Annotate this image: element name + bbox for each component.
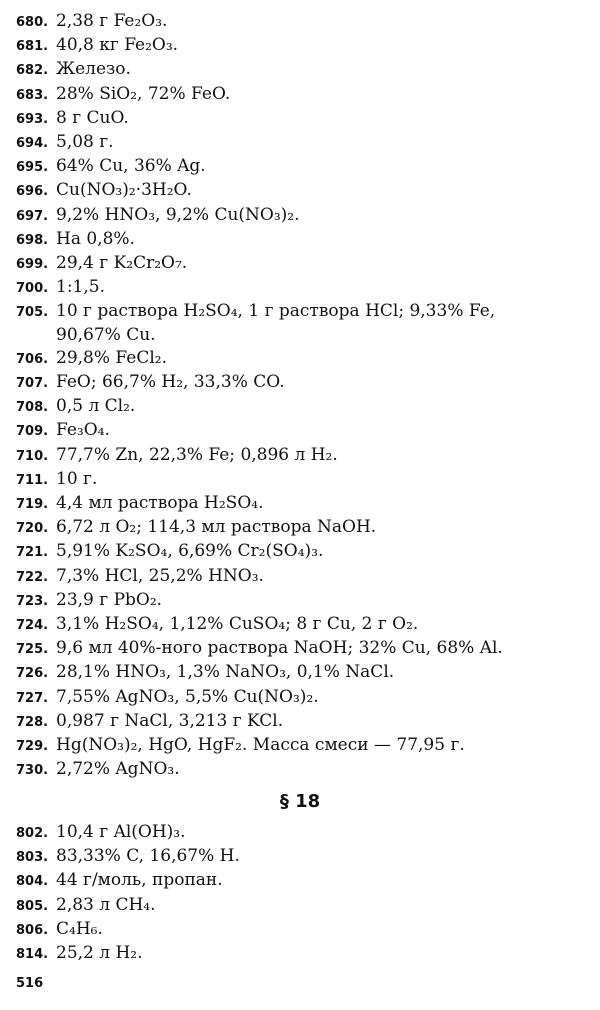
answer-number: 804. — [16, 874, 49, 890]
answer-entry — [16, 10, 586, 34]
answer-number: 802. — [16, 826, 49, 841]
answer-entry — [16, 492, 586, 516]
answer-number: 803. — [16, 850, 49, 866]
answer-text: Железо. — [56, 59, 131, 80]
answer-number: 725. — [16, 642, 49, 658]
answer-text: 3,1% H₂SO₄, 1,12% CuSO₄; 8 г Cu, 2 г O₂. — [56, 614, 419, 635]
answer-number: 711. — [16, 472, 49, 488]
answer-entry — [16, 565, 586, 589]
answer-text: 7,55% AgNO₃, 5,5% Cu(NO₃)₂. — [56, 686, 319, 707]
answer-text: 2,72% AgNO₃. — [56, 759, 180, 780]
answer-entry — [16, 942, 586, 966]
answer-entry — [16, 516, 586, 540]
answer-number: 728. — [16, 714, 49, 730]
answer-text: Fe₃O₄. — [56, 420, 110, 441]
answer-text: Hg(NO₃)₂, HgO, HgF₂. Масса смеси — 77,95 г. — [56, 735, 465, 756]
answer-text: 28% SiO₂, 72% FeO. — [56, 83, 231, 104]
answer-entry — [16, 228, 586, 252]
answer-text: 9,6 мл 40%-ного раствора NaOH; 32% Cu, 68% Al. — [56, 638, 503, 659]
answer-text: 8 г CuO. — [56, 107, 129, 128]
answer-entry — [16, 83, 586, 107]
answer-text: C₄H₆. — [56, 918, 103, 939]
answer-text: На 0,8%. — [56, 228, 135, 249]
answer-entry — [16, 395, 586, 419]
answer-text: 9,2% HNO₃, 9,2% Cu(NO₃)₂. — [56, 204, 300, 225]
answer-entry — [16, 686, 586, 710]
answer-text: 5,08 г. — [56, 132, 114, 153]
answer-number: 705. — [16, 305, 49, 321]
answer-text: 0,5 л Cl₂. — [56, 396, 136, 417]
answer-entry — [16, 821, 586, 845]
answer-number: 727. — [16, 690, 49, 706]
answer-number: 681. — [16, 39, 49, 55]
answer-number: 709. — [16, 424, 49, 440]
answer-number: 694. — [16, 136, 49, 152]
answer-number: 726. — [16, 666, 49, 682]
answer-text: 2,83 л CH₄. — [56, 894, 156, 915]
answer-entry — [16, 918, 586, 942]
answer-number: 683. — [16, 87, 49, 103]
answer-number: 724. — [16, 618, 49, 634]
answer-number: 707. — [16, 376, 49, 392]
answer-entry — [16, 869, 586, 893]
answer-entry — [16, 734, 586, 758]
answer-entry — [16, 589, 586, 613]
answer-text: 64% Cu, 36% Ag. — [56, 156, 206, 177]
answer-number: 697. — [16, 208, 49, 224]
answer-text: Cu(NO₃)₂·3H₂O. — [56, 180, 192, 201]
answer-number: 700. — [16, 281, 49, 297]
answer-text: 10 г. — [56, 468, 98, 489]
answers-list-bottom — [16, 821, 586, 966]
answer-text: 83,33% C, 16,67% H. — [56, 846, 240, 867]
answer-text: 40,8 кг Fe₂O₃. — [56, 35, 179, 56]
answer-text: 10,4 г Al(OH)₃. — [56, 822, 186, 842]
answer-number: 680. — [16, 15, 49, 30]
answer-entry — [16, 613, 586, 637]
answer-entry — [16, 204, 586, 228]
answer-number: 719. — [16, 497, 49, 513]
answer-number: 721. — [16, 545, 49, 561]
answer-entry — [16, 540, 586, 564]
answer-entry — [16, 845, 586, 869]
answer-entry — [16, 58, 586, 82]
page-number: 516 — [16, 976, 44, 991]
answer-text: 2,38 г Fe₂O₃. — [56, 11, 168, 31]
answer-text: 29,4 г K₂Cr₂O₇. — [56, 253, 188, 274]
answer-number: 729. — [16, 739, 49, 755]
answer-text: FeO; 66,7% H₂, 33,3% CO. — [56, 372, 285, 393]
answer-entry — [16, 758, 586, 782]
answer-number: 805. — [16, 898, 49, 914]
answer-text: 77,7% Zn, 22,3% Fe; 0,896 л H₂. — [56, 444, 338, 465]
answer-text: 28,1% HNO₃, 1,3% NaNO₃, 0,1% NaCl. — [56, 662, 395, 683]
answer-entry — [16, 155, 586, 179]
answer-entry — [16, 371, 586, 395]
answer-entry — [16, 637, 586, 661]
answer-text: 29,8% FeCl₂. — [56, 347, 167, 368]
answer-entry — [16, 347, 586, 371]
answer-number: 723. — [16, 593, 49, 609]
answer-number: 695. — [16, 160, 49, 176]
answer-number: 730. — [16, 763, 49, 779]
section-heading: § 18 — [279, 791, 321, 812]
answer-text: 0,987 г NaCl, 3,213 г KCl. — [56, 710, 284, 731]
answer-entry — [16, 661, 586, 685]
answer-text: 1:1,5. — [56, 277, 105, 298]
answer-entry — [16, 419, 586, 443]
answer-number: 699. — [16, 257, 49, 273]
answer-entry — [16, 107, 586, 131]
answer-text: 44 г/моль, пропан. — [56, 870, 223, 891]
answer-number: 720. — [16, 521, 49, 537]
answer-text: 5,91% K₂SO₄, 6,69% Cr₂(SO₄)₃. — [56, 541, 324, 562]
answer-entry — [16, 179, 586, 203]
answer-number: 698. — [16, 232, 49, 248]
answer-number: 814. — [16, 947, 49, 963]
answer-entry — [16, 34, 586, 58]
answer-entry — [16, 131, 586, 155]
answer-entry — [16, 710, 586, 734]
answer-number: 806. — [16, 922, 49, 938]
answer-text: 4,4 мл раствора H₂SO₄. — [56, 493, 264, 514]
answer-text: 7,3% HCl, 25,2% HNO₃. — [56, 565, 264, 586]
answer-number: 693. — [16, 111, 49, 127]
answer-text: 10 г раствора H₂SO₄, 1 г раствора HCl; 9,33% Fe, 90,67% Cu. — [56, 301, 496, 345]
answer-entry — [16, 300, 586, 346]
answer-number: 722. — [16, 569, 49, 585]
answer-number: 710. — [16, 448, 49, 464]
answer-text: 6,72 л O₂; 114,3 мл раствора NaOH. — [56, 517, 377, 538]
answer-entry — [16, 276, 586, 300]
answer-number: 682. — [16, 63, 49, 79]
answer-entry — [16, 468, 586, 492]
answer-entry — [16, 252, 586, 276]
answer-number: 708. — [16, 400, 49, 416]
answer-text: 23,9 г PbO₂. — [56, 589, 163, 610]
answers-list-top — [16, 10, 586, 783]
answer-entry — [16, 444, 586, 468]
answer-entry — [16, 894, 586, 918]
answer-number: 706. — [16, 351, 49, 367]
answer-text: 25,2 л H₂. — [56, 943, 143, 964]
answer-number: 696. — [16, 184, 49, 200]
